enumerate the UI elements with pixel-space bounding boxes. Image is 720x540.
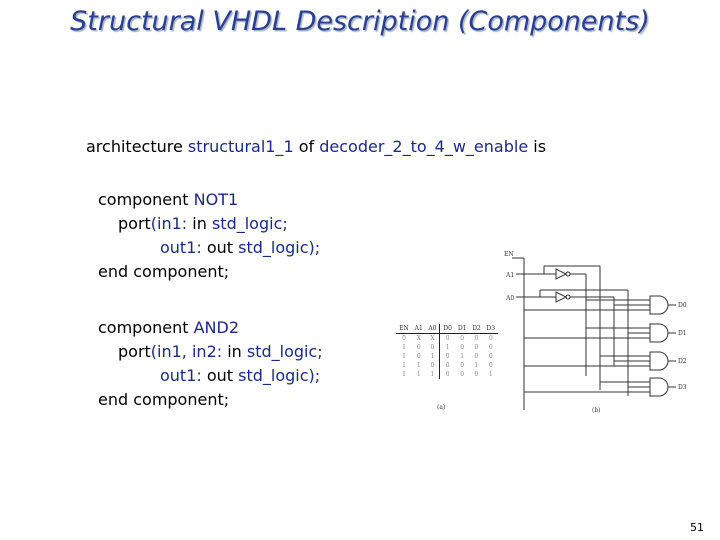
table-cell: 1 (440, 343, 455, 352)
component-name: NOT1 (193, 190, 239, 209)
table-cell: 1 (402, 362, 406, 369)
slide-title: Structural VHDL Description (Components) (70, 6, 650, 37)
table-cell: 1 (460, 353, 465, 360)
table-cell: 0 (488, 353, 493, 360)
out-port-type: std_logic); (233, 238, 321, 257)
label-d0: D0 (678, 302, 687, 309)
and-gate-d3 (650, 378, 668, 396)
table-cell: 0 (474, 353, 479, 360)
table-cell: 0 (460, 371, 465, 378)
component-header (98, 316, 323, 340)
table-cell: 0 (488, 362, 493, 369)
out-port-type: std_logic); (233, 366, 321, 385)
label-a0: A0 (506, 295, 515, 302)
port-line-in (98, 340, 323, 364)
table-cell: 0 (440, 370, 455, 379)
and-gate-d0 (650, 296, 668, 314)
table-row (396, 334, 498, 344)
semicolon: ; (223, 262, 230, 281)
keyword-of: of (298, 137, 315, 156)
keyword-out: out (206, 238, 234, 257)
circuit-caption: (b) (592, 407, 601, 414)
keyword-out: out (206, 366, 234, 385)
table-row (396, 370, 498, 379)
table-cell: 1 (402, 371, 406, 378)
semicolon: ; (223, 390, 230, 409)
table-cell: 0 (460, 335, 465, 342)
architecture-declaration (86, 135, 546, 159)
table-cell: 0 (474, 335, 479, 342)
keyword-in: in (227, 342, 242, 361)
table-cell: 0 (430, 344, 435, 351)
not-gate-a0 (556, 292, 566, 302)
port-line-out (98, 364, 323, 388)
label-d2: D2 (678, 358, 687, 365)
th-a0: A0 (426, 324, 440, 334)
table-cell: 0 (440, 334, 455, 344)
port-line-out (98, 236, 320, 260)
keyword-in: in (192, 214, 207, 233)
th-d0: D0 (440, 324, 455, 334)
keyword-component: component (98, 318, 189, 337)
table-cell: 0 (440, 361, 455, 370)
keyword-end-component: end component (98, 262, 224, 281)
keyword-end-component: end component (98, 390, 224, 409)
decoder-truth-table (396, 324, 498, 412)
th-d1: D1 (455, 324, 469, 334)
end-component-line (98, 260, 320, 284)
table-cell: 0 (460, 344, 465, 351)
table-cell: 0 (488, 335, 493, 342)
table-cell: 0 (402, 335, 406, 342)
label-d1: D1 (678, 330, 687, 337)
keyword-is: is (533, 137, 547, 156)
table-cell: X (416, 335, 421, 342)
component-not1-block (98, 188, 320, 284)
out-port-name: out1: (160, 238, 207, 257)
table-cell: 1 (416, 362, 421, 369)
table-cell: 0 (416, 353, 421, 360)
table-cell: 0 (460, 362, 465, 369)
table-row (396, 343, 498, 352)
keyword-component: component (98, 190, 189, 209)
table-cell: 0 (430, 362, 435, 369)
table-cell: X (430, 335, 435, 342)
decoder-circuit-diagram (504, 250, 694, 420)
table-cell: 0 (440, 352, 455, 361)
table-cell: 1 (402, 344, 406, 351)
keyword-architecture: architecture (86, 137, 183, 156)
and-gate-d2 (650, 352, 668, 370)
th-a1: A1 (412, 324, 426, 334)
component-name: AND2 (193, 318, 240, 337)
th-en: EN (396, 324, 412, 334)
port-type: std_logic; (206, 214, 288, 233)
truth-table-caption: (a) (437, 404, 446, 411)
label-d3: D3 (678, 384, 687, 391)
table-row (396, 361, 498, 370)
and-gate-d1 (650, 324, 668, 342)
table-cell: 1 (488, 371, 493, 378)
label-en: EN (504, 251, 514, 258)
component-header (98, 188, 320, 212)
keyword-port: port (118, 214, 151, 233)
out-port-name: out1: (160, 366, 207, 385)
component-and2-block (98, 316, 323, 412)
table-cell: 0 (474, 371, 479, 378)
table-cell: 0 (488, 344, 493, 351)
th-d2: D2 (469, 324, 483, 334)
port-line-in (98, 212, 320, 236)
table-row (396, 352, 498, 361)
table-cell: 1 (416, 371, 421, 378)
end-component-line (98, 388, 323, 412)
table-cell: 1 (474, 362, 479, 369)
table-cell: 1 (430, 353, 435, 360)
page-number: 51 (690, 521, 704, 534)
architecture-name: structural1_1 (187, 137, 294, 156)
not-gate-a1 (556, 269, 566, 279)
entity-name: decoder_2_to_4_w_enable (319, 137, 529, 156)
label-a1: A1 (506, 272, 515, 279)
table-cell: 1 (430, 371, 435, 378)
keyword-port: port (118, 342, 151, 361)
port-type: std_logic; (241, 342, 323, 361)
th-d3: D3 (484, 324, 498, 334)
port-names: (in1: (150, 214, 193, 233)
table-cell: 1 (402, 353, 406, 360)
table-cell: 0 (416, 344, 421, 351)
port-names: (in1, in2: (150, 342, 228, 361)
table-cell: 0 (474, 344, 479, 351)
